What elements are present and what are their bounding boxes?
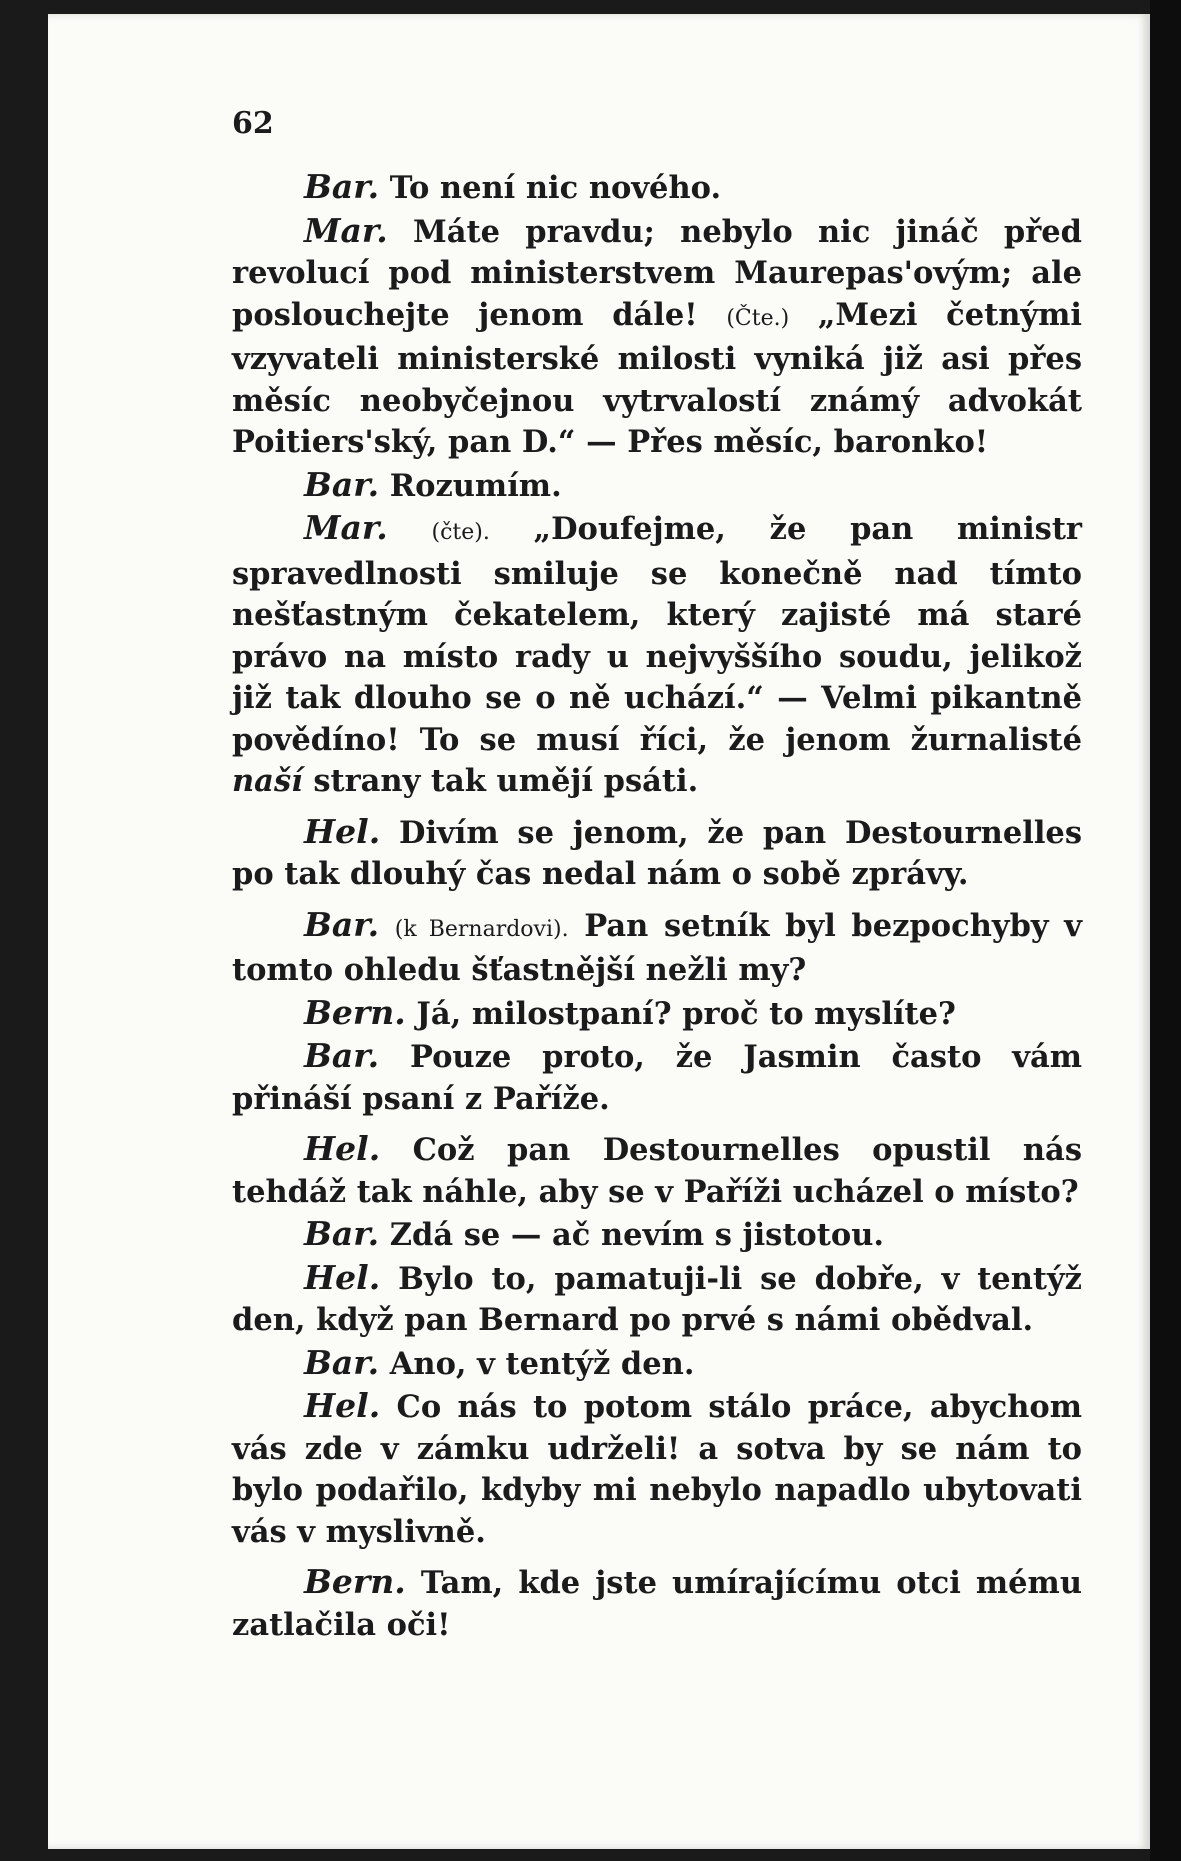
- paragraph-13: [232, 1385, 1082, 1553]
- paragraph-6: [232, 904, 1082, 992]
- paragraph-4: [232, 507, 1082, 803]
- page-text: [232, 102, 1082, 1646]
- dialogue-text: „Doufejme, že pan ministr spravedlnosti smiluje se konečně nad tímto nešťastným čekatelem, který zajisté má staré právo na místo rady u nejvyššího soudu, jelikož již tak dlouho se o ně uchází.“ — Velmi pikantně povědíno! To se musí říci, že jenom žurnalisté: [232, 511, 1082, 758]
- speaker-label: Hel.: [304, 1129, 381, 1168]
- speaker-label: Bar.: [304, 464, 380, 504]
- speaker-label: Bern.: [304, 1562, 406, 1601]
- dialogue-text: Bylo to, pamatuji-li se dobře, v tentýž den, když pan Bernard po prvé s námi obědval.: [232, 1260, 1083, 1338]
- dialogue-text: Ano, v tentýž den.: [389, 1345, 695, 1382]
- dialogue-text: Pouze proto, že Jasmin často vám přináší psaní z Paříže.: [232, 1039, 1082, 1117]
- paragraph-11: [232, 1257, 1082, 1342]
- dialogue-text: Což pan Destournelles opustil nás tehdáž tak náhle, aby se v Paříži ucházel o místo?: [232, 1132, 1082, 1210]
- stage-direction: (Čte.): [726, 305, 790, 331]
- speaker-label: Bar.: [304, 1214, 380, 1253]
- dialogue-text: Tam, kde jste umírajícímu otci mému zatlačila oči!: [232, 1565, 1082, 1643]
- speaker-label: Bar.: [304, 904, 380, 944]
- paragraph-14: [232, 1561, 1082, 1646]
- dialogue-text: Máte pravdu; nebylo nic jináč před revolucí pod ministerstvem Maurepas'ovým; ale poslouchejte jenom dále!: [232, 213, 1082, 333]
- paragraph-10: [232, 1213, 1082, 1257]
- paragraph-9: [232, 1128, 1082, 1213]
- paragraph-7: [232, 992, 1082, 1036]
- scan-edge: [1150, 0, 1181, 1861]
- paragraph-2: [232, 210, 1082, 464]
- speaker-label: Mar.: [304, 508, 388, 547]
- emphasis: naší: [232, 763, 303, 799]
- paragraph-12: [232, 1342, 1082, 1386]
- page-number: 62: [232, 106, 274, 141]
- stage-direction: (čte).: [431, 520, 490, 545]
- speaker-label: Mar.: [304, 210, 388, 250]
- dialogue-text: „Mezi četnými vzyvateli ministerské milosti vyniká již asi přes měsíc neobyčejnou vytrvalostí známý advokát Poitiers'ský, pan D.“ — Přes měsíc, baronko!: [232, 296, 1082, 460]
- dialogue-text: Co nás to potom stálo práce, abychom vás zde v zámku udrželi! a sotva by se nám to bylo podařilo, kdyby mi nebylo napadlo ubytovati vás v myslivně.: [232, 1389, 1082, 1550]
- paragraph-3: [232, 464, 1082, 508]
- speaker-label: Bern.: [304, 992, 406, 1032]
- dialogue-text: Zdá se — ač nevím s jistotou.: [389, 1217, 885, 1253]
- dialogue-text: Divím se jenom, že pan Destournelles po tak dlouhý čas nedal nám o sobě zprávy.: [232, 814, 1082, 892]
- dialogue-text: Pan setník byl bezpochyby v tomto ohledu šťastnější nežli my?: [232, 907, 1083, 988]
- speaker-label: Hel.: [304, 811, 381, 851]
- paragraph-8: [232, 1035, 1082, 1120]
- dialogue-text: Já, milostpaní? proč to myslíte?: [416, 995, 956, 1032]
- dialogue-text: To není nic nového.: [389, 170, 722, 206]
- dialogue-text: Rozumím.: [389, 467, 562, 504]
- speaker-label: Bar.: [304, 167, 380, 206]
- dialogue-text: strany tak umějí psáti.: [313, 763, 699, 799]
- speaker-label: Bar.: [304, 1342, 380, 1382]
- paragraph-1: [232, 166, 1082, 210]
- paragraph-5: [232, 811, 1082, 896]
- speaker-label: Hel.: [304, 1386, 381, 1425]
- speaker-label: Bar.: [304, 1036, 380, 1075]
- stage-direction: (k Bernardovi).: [394, 916, 569, 942]
- speaker-label: Hel.: [304, 1257, 381, 1297]
